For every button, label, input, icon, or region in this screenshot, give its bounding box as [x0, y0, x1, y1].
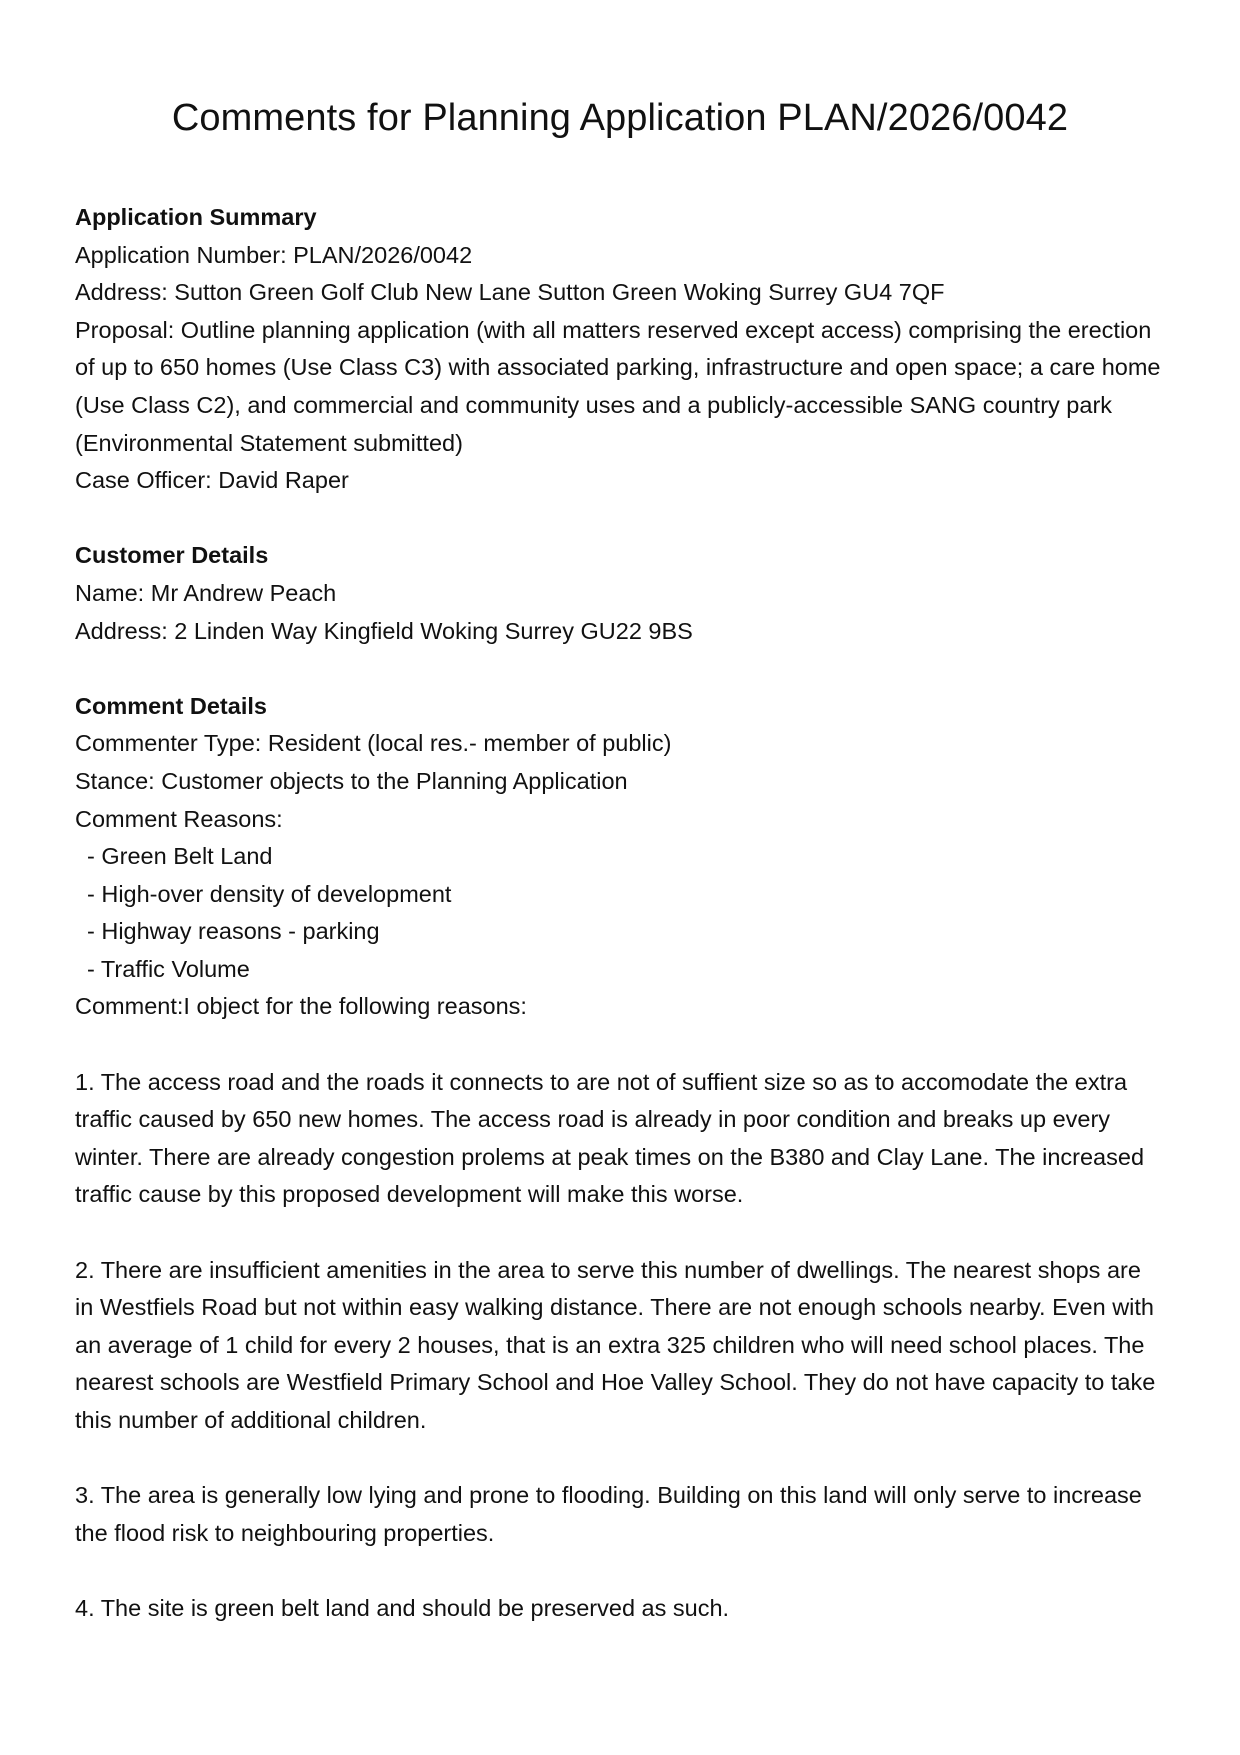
customer-details-heading: Customer Details — [75, 542, 269, 569]
case-officer: Case Officer: David Raper — [75, 467, 349, 494]
customer-details-section — [75, 537, 1165, 650]
comment-paragraph-1: 1. The access road and the roads it connects to are not of suffient size so as to accomodate the extra traffic caused by 650 new homes. The access road is already in poor condition and breaks up every winter. There are already congestion prolems at peak times on the B380 and Clay Lane. The increased traffic cause by this proposed development will make this worse. — [75, 1068, 1145, 1208]
application-proposal: Proposal: Outline planning application (with all matters reserved except access) comprising the erection of up to 650 homes (Use Class C3) with associated parking, infrastructure and open space; a care home (Use Class C2), and commercial and community uses and a publicly-accessible SANG country park (Environmental Statement submitted) — [75, 316, 1161, 456]
comment-reason-item: - Traffic Volume — [87, 955, 250, 982]
comment-intro: Comment:I object for the following reasons: — [75, 993, 527, 1020]
comment-paragraph-4: 4. The site is green belt land and should be preserved as such. — [75, 1594, 730, 1621]
page-title: Comments for Planning Application PLAN/2026/0042 — [171, 97, 1069, 139]
comment-reason-item: - Highway reasons - parking — [87, 918, 380, 945]
application-address: Address: Sutton Green Golf Club New Lane Sutton Green Woking Surrey GU4 7QF — [75, 279, 945, 306]
customer-address: Address: 2 Linden Way Kingfield Woking Surrey GU22 9BS — [75, 617, 693, 644]
application-summary-heading: Application Summary — [75, 204, 317, 230]
comment-reason-item: - Green Belt Land — [87, 843, 273, 870]
customer-name: Name: Mr Andrew Peach — [75, 579, 337, 606]
comment-paragraph-2: 2. There are insufficient amenities in the area to serve this number of dwellings. The nearest shops are in Westfiels Road but not within easy walking distance. There are not enough schools nearby. Even with an average of 1 child for every 2 houses, that is an extra 325 children who will need school places. The nearest schools are Westfield Primary School and Hoe Valley School. They do not have capacity to take this number of additional children. — [75, 1256, 1156, 1433]
comment-details-section — [75, 688, 1165, 1628]
comment-reason-item: - High-over density of development — [87, 880, 452, 907]
commenter-type: Commenter Type: Resident (local res.- member of public) — [75, 730, 672, 757]
comment-reasons-label: Comment Reasons: — [75, 805, 283, 832]
comment-details-heading: Comment Details — [75, 692, 267, 719]
stance: Stance: Customer objects to the Planning Application — [75, 767, 628, 794]
application-summary-section — [75, 199, 1165, 500]
comment-paragraph-3: 3. The area is generally low lying and prone to flooding. Building on this land will only serve to increase the flood risk to neighbouring properties. — [75, 1482, 1142, 1546]
application-number: Application Number: PLAN/2026/0042 — [75, 241, 473, 268]
